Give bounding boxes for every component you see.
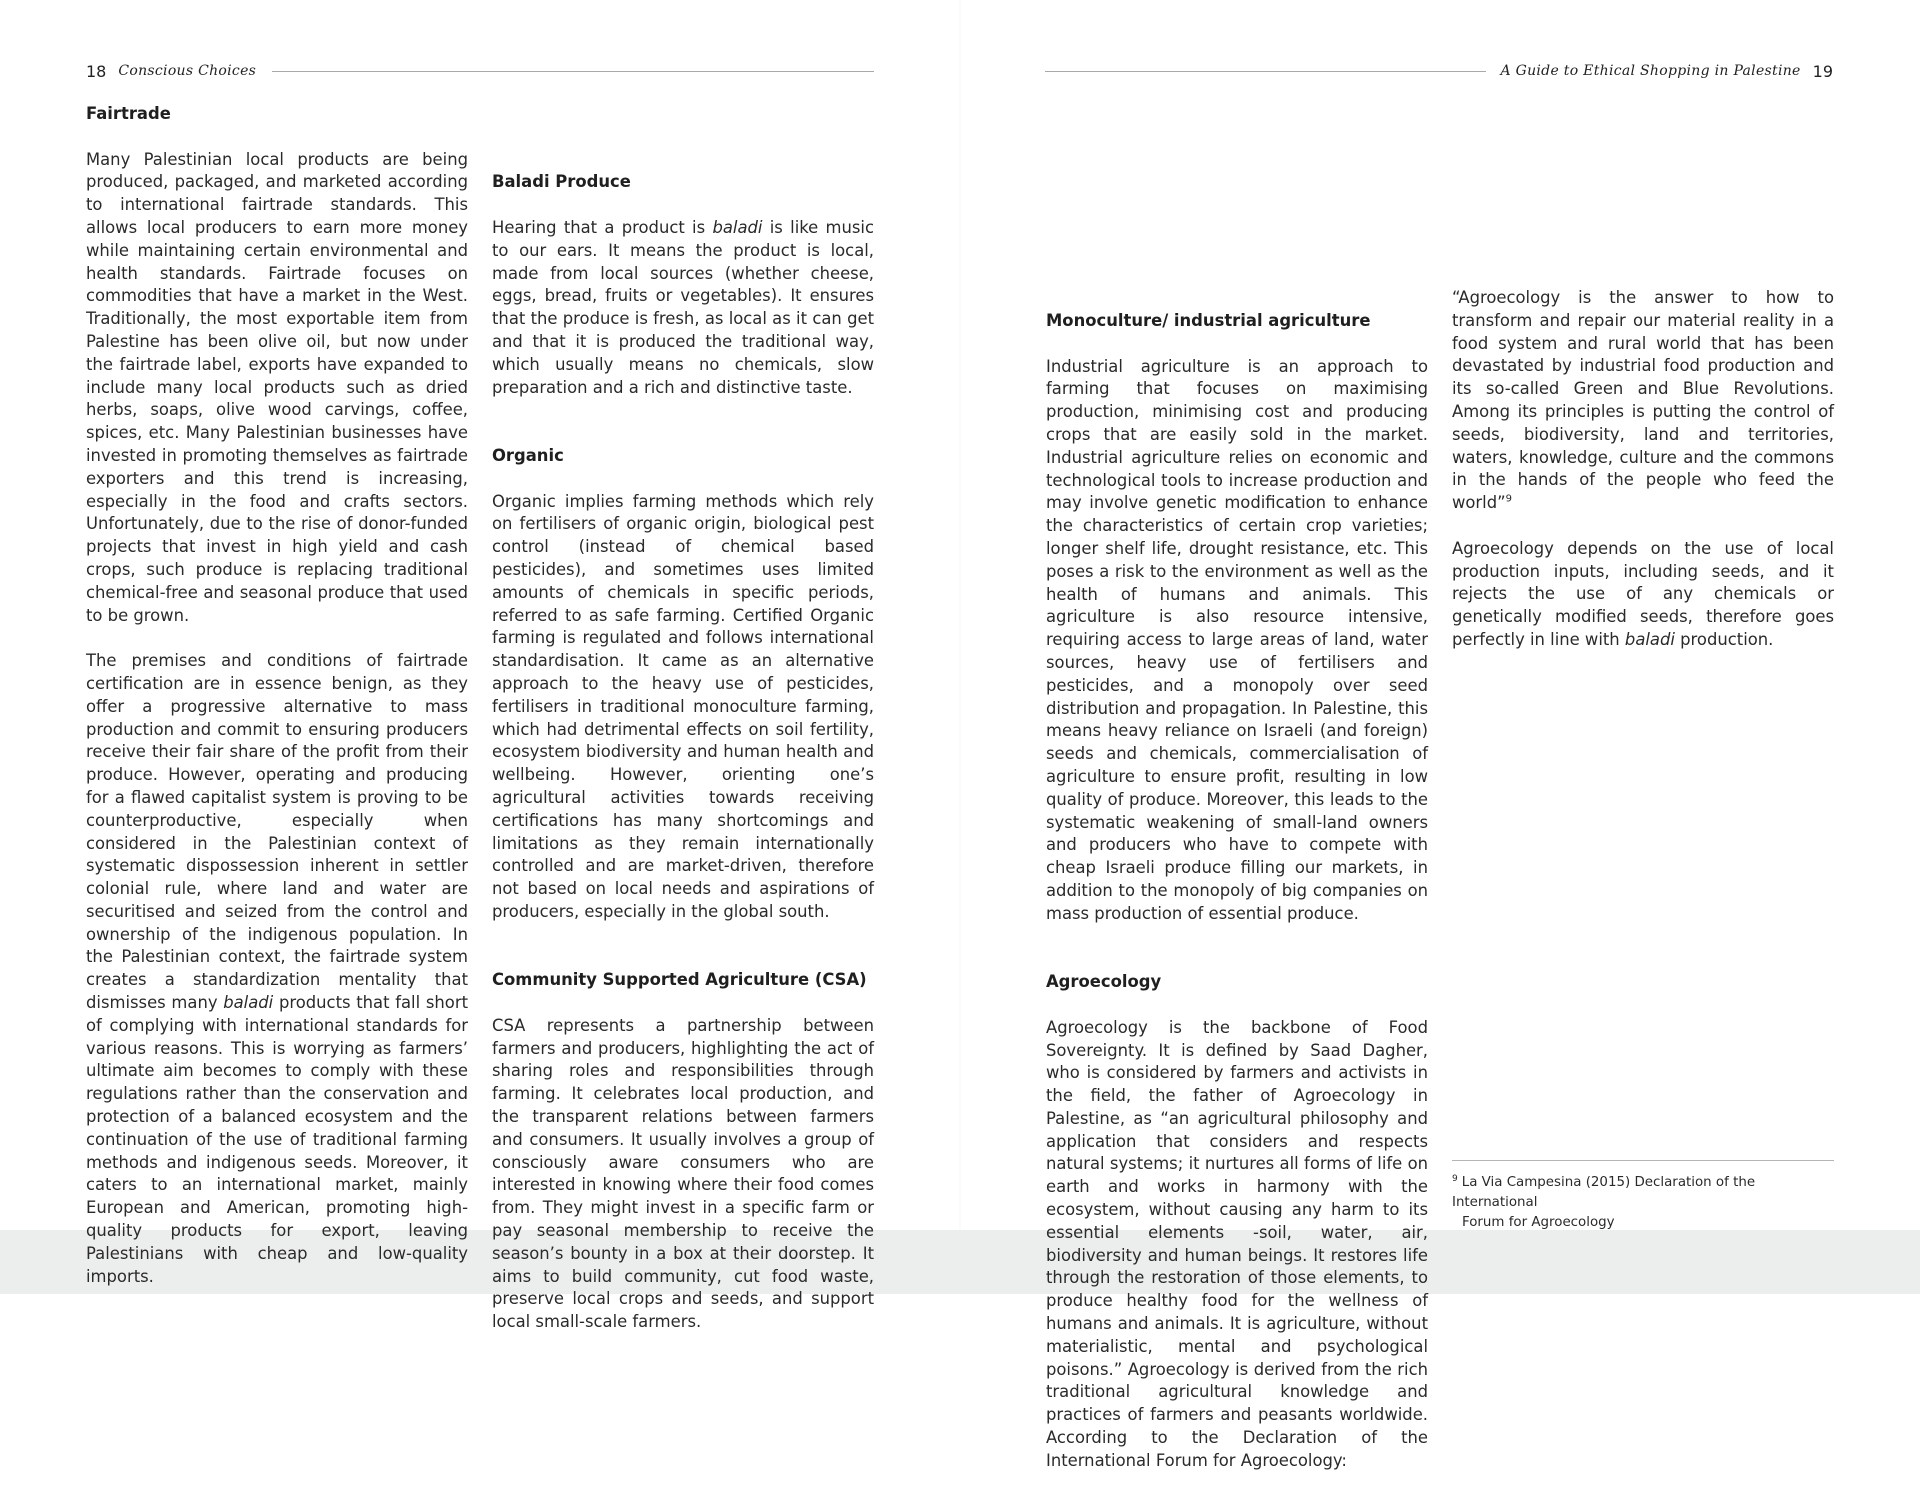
spacer <box>492 422 874 445</box>
csa-paragraph: CSA represents a partnership between farmers and producers, highlighting the act of sharing roles and responsibilities through farming. It celebrates local production, and the transparent relations between farmers and consumers. It usually involves a group of consciously aware consumers who are interested in knowing where their food comes from. They might invest in a specific farm or pay seasonal membership to receive the season’s bounty in a box at their doorstep. It aims to build community, cut food waste, preserve local crops and seeds, and support local small-scale farmers. <box>492 1015 874 1332</box>
footnote <box>1452 1173 1834 1233</box>
left-page-column-2-body <box>492 103 874 1357</box>
section-heading-agroecology: Agroecology <box>1046 972 1162 992</box>
fairtrade-paragraph-1: Many Palestinian local products are being produced, packaged, and marketed according to international fairtrade standards. This allows local producers to earn more money while maintaining certain environmental and health standards. Fairtrade focuses on commodities that have a market in the West. Traditionally, the most exportable item from Palestine has been olive oil, but now under the fairtrade label, exports have expanded to include many local products such as dried herbs, soaps, olive wood carvings, coffee, spices, etc. Many Palestinian businesses have invested in promoting themselves as fairtrade exporters and this trend is increasing, especially in the food and crafts sectors. Unfortunately, due to the rise of donor-funded projects that invest in high yield and cash crops, such produce is replacing traditional chemical-free and seasonal produce that used to be grown. <box>86 149 468 625</box>
left-running-title: Conscious Choices <box>118 63 257 79</box>
left-page-number: 18 <box>86 61 107 81</box>
left-page-column-1 <box>86 103 468 1288</box>
agroecology-quote: “Agroecology is the answer to how to transform and repair our material reality in a food system and rural world that has been devastated by industrial food production and its so-called Green and Blue Revolutions. Among its principles is putting the control of seeds, biodiversity, land and territories, waters, knowledge, culture and the commons in the hands of the people who feed the world”$^9$ <box>1452 288 1834 513</box>
right-running-title: A Guide to Ethical Shopping in Palestine <box>1500 63 1801 79</box>
spacer <box>492 946 874 969</box>
right-page-number: 19 <box>1812 61 1833 81</box>
right-page-column-2 <box>1452 287 1834 675</box>
baladi-term: baladi <box>1624 629 1675 649</box>
section-heading-baladi-produce: Baladi Produce <box>492 172 631 192</box>
footnote-line-2: Forum for Agroecology <box>1462 1215 1615 1230</box>
section-heading-csa: Community Supported Agriculture (CSA) <box>492 970 867 990</box>
baladi-term: baladi <box>712 217 763 237</box>
footnote-rule <box>1452 1160 1834 1161</box>
footnote-line-1: La Via Campesina (2015) Declaration of the International <box>1452 1175 1756 1210</box>
agroecology-paragraph-3: Agroecology depends on the use of local production inputs, including seeds, and it rejects the use of any chemicals or genetically modified seeds, therefore goes perfectly in line with baladi production. <box>1452 538 1834 649</box>
monoculture-paragraph: Industrial agriculture is an approach to farming that focuses on maximising production, minimising cost and producing crops that are easily sold in the market. Industrial agriculture relies on economic and technological tools to increase production and may involve genetic modification to enhance the characteristics of certain crop varieties; longer shelf life, drought resistance, etc. This poses a risk to the environment as well as the health of humans and animals. This agriculture is also resource intensive, requiring access to large areas of land, water sources, heavy use of fertilisers and pesticides, and a monopoly over seed distribution and propagation. In Palestine, this means heavy reliance on Israeli (and foreign) seeds and chemicals, commercialisation of agriculture to ensure profit, resulting in low quality of produce. Moreover, this leads to the systematic weakening of small-land owners and producers who have to compete with cheap Israeli produce filling our markets, in addition to the monopoly of big companies on mass production of essential produce. <box>1046 356 1428 923</box>
left-header-rule <box>272 71 874 72</box>
section-heading-organic: Organic <box>492 445 564 465</box>
organic-paragraph: Organic implies farming methods which rely on fertilisers of organic origin, biological pest control (instead of chemical based pesticides), and sometimes uses limited amounts of chemicals in specific periods, referred to as safe farming. Certified Organic farming is regulated and follows international standardisation. It came as an alternative approach to the heavy use of pesticides, fertilisers in traditional monoculture farming, which had detrimental effects on soil fertility, ecosystem biodiversity and human health and wellbeing. However, orienting one’s agricultural activities towards receiving certifications has many shortcomings and limitations as they remain internationally controlled and are market-driven, therefore not based on local needs and aspirations of producers, especially in the global south. <box>492 491 874 921</box>
section-heading-fairtrade: Fairtrade <box>86 104 171 123</box>
spread-gutter <box>959 0 961 1230</box>
footnote-marker: 9 <box>1452 1173 1458 1184</box>
spacer <box>1046 948 1428 971</box>
fairtrade-paragraph-2-part-1: The premises and conditions of fairtrade certification are in essence benign, as they offer a progressive alternative to mass production and commit to ensuring producers receive their fair share of the profit from their produce. However, operating and producing for a flawed capitalist system is proving to be counterproductive, especially when considered in the Palestinian context of systematic dispossession inherent in settler colonial rule, where land and water are securitised and seized from the control and ownership of the indigenous population. In the Palestinian context, the fairtrade system creates a standardization mentality that dismisses many baladi products that fall short of complying with international standards for various reasons. This is worrying as farmers’ ultimate aim becomes to comply with these regulations rather than the conservation and protection of a balanced ecosystem and the continuation of the use of traditional farming methods and indigenous seeds. Moreover, it caters to an international market, mainly European and American, promoting high-quality products for export, leaving Palestinians with cheap and low-quality imports. <box>86 651 468 1286</box>
agroecology-paragraph-1: Agroecology is the backbone of Food Sovereignty. It is defined by Saad Dagher, who is considered by farmers and activists in the field, the father of Agroecology in Palestine, as “an agricultural philosophy and application that considers and respects natural systems; it nurtures all forms of life on earth and works in harmony with the ecosystem, without causing any harm to its essential elements -soil, water, air, biodiversity and human beings. It restores life through the restoration of those elements, to produce healthy food for the wellness of humans and animals. It is agriculture, without materialistic, mental and psychological poisons.” Agroecology is derived from the rich traditional agricultural knowledge and practices of farmers and peasants worldwide. According to the Declaration of the International Forum for Agroecology: <box>1046 1017 1428 1470</box>
left-running-head <box>86 58 874 84</box>
baladi-paragraph: Hearing that a product is baladi is like music to our ears. It means the product is local, made from local sources (whether cheese, eggs, bread, fruits or vegetables). It ensures that the produce is fresh, as local as it can get and that it is produced the traditional way, which usually means no chemicals, slow preparation and a rich and distinctive taste. <box>492 217 874 397</box>
right-header-rule <box>1045 71 1486 72</box>
right-page-column-1 <box>1046 310 1428 1495</box>
section-heading-monoculture: Monoculture/ industrial agriculture <box>1046 311 1371 330</box>
baladi-term: baladi <box>223 993 274 1013</box>
footnote-reference: 9 <box>1505 493 1512 505</box>
right-running-head <box>1045 58 1833 84</box>
